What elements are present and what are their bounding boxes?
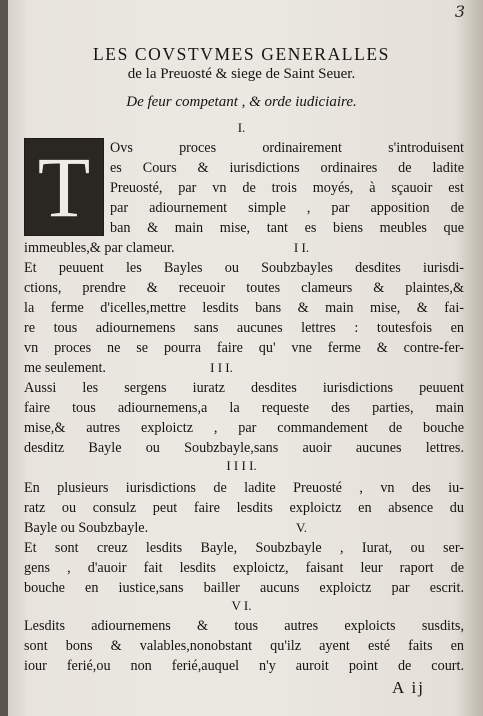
dropcap-letter: T <box>37 139 91 235</box>
signature-mark: A ij <box>391 678 425 697</box>
text-line: Bayle ou Soubzbayle. <box>24 520 149 536</box>
article-number-3: I I I. <box>210 360 233 375</box>
section-heading: De feur competant , & orde iudiciaire. <box>126 94 357 110</box>
text-line: Aussi les sergens iuratz desdites iurisdictions peuuent <box>24 380 464 396</box>
text-line: par adiournement simple , par apposition de <box>110 200 464 216</box>
text-line: gens , d'auoir fait lesdits exploictz, faisant leur raport de <box>24 560 464 576</box>
page-title: LES COVSTVMES GENERALLES <box>92 44 391 64</box>
article-number-1: I. <box>237 120 246 135</box>
page-subtitle: de la Preuosté & siege de Saint Seuer. <box>127 66 356 82</box>
text-line: ban & main mise, tant es biens meubles que <box>110 220 464 236</box>
article-number-2: I I. <box>293 240 310 255</box>
text-line: ctions, prendre & receuoir toutes clameurs & plaintes,& <box>24 280 464 296</box>
article-number-4: I I I I. <box>226 458 257 473</box>
article-number-6: V I. <box>231 598 252 613</box>
text-line: vn proces ne se pourra faire qu' vne ferme & contre-fer- <box>24 340 464 356</box>
text-line: Lesdits adiournemens & tous autres exploicts susdits, <box>24 618 464 634</box>
text-line: re tous adiournemens sans aucunes lettres : toutesfois en <box>24 320 464 336</box>
text-line: ratz ou consulz peut faire lesdits exploictz en absence du <box>24 500 464 516</box>
text-line: bouche en iustice,sans bailler aucuns exploictz par escrit. <box>24 580 464 596</box>
ornamental-dropcap <box>24 138 104 236</box>
text-line: sont bons & valables,nonobstant qu'ilz ayent esté faits en <box>24 638 464 654</box>
folio-number: 3 <box>454 2 465 21</box>
text-line: mise,& autres exploictz , par commandement de bouche <box>24 420 464 436</box>
text-line: Et peuuent les Bayles ou Soubzbayles desdites iurisdi- <box>24 260 464 276</box>
text-line: Preuosté, par vn de trois moyés, à sçauoir est <box>110 180 464 196</box>
text-line: es Cours & iurisdictions ordinaires de ladite <box>110 160 464 176</box>
text-line: Et sont creuz lesdits Bayle, Soubzbayle , Iurat, ou ser- <box>24 540 464 556</box>
text-line: immeubles,& par clameur. <box>24 240 175 256</box>
text-line: faire tous adiournemens,a la requeste des parties, main <box>24 400 464 416</box>
text-line: me seulement. <box>24 360 106 376</box>
text-line: desditz Bayle ou Soubzbayle,sans auoir aucunes lettres. <box>24 440 464 456</box>
text-line: En plusieurs iurisdictions de ladite Preuosté , vn des iu- <box>24 480 464 496</box>
text-line: la ferme d'icelles,mettre lesdits bans & main mise, & fai- <box>24 300 464 316</box>
text-line: iour ferié,ou non ferié,auquel n'y auroit point de court. <box>24 658 464 674</box>
article-number-5: V. <box>296 520 307 535</box>
text-line: Ovs proces ordinairement s'introduisent <box>110 140 464 156</box>
